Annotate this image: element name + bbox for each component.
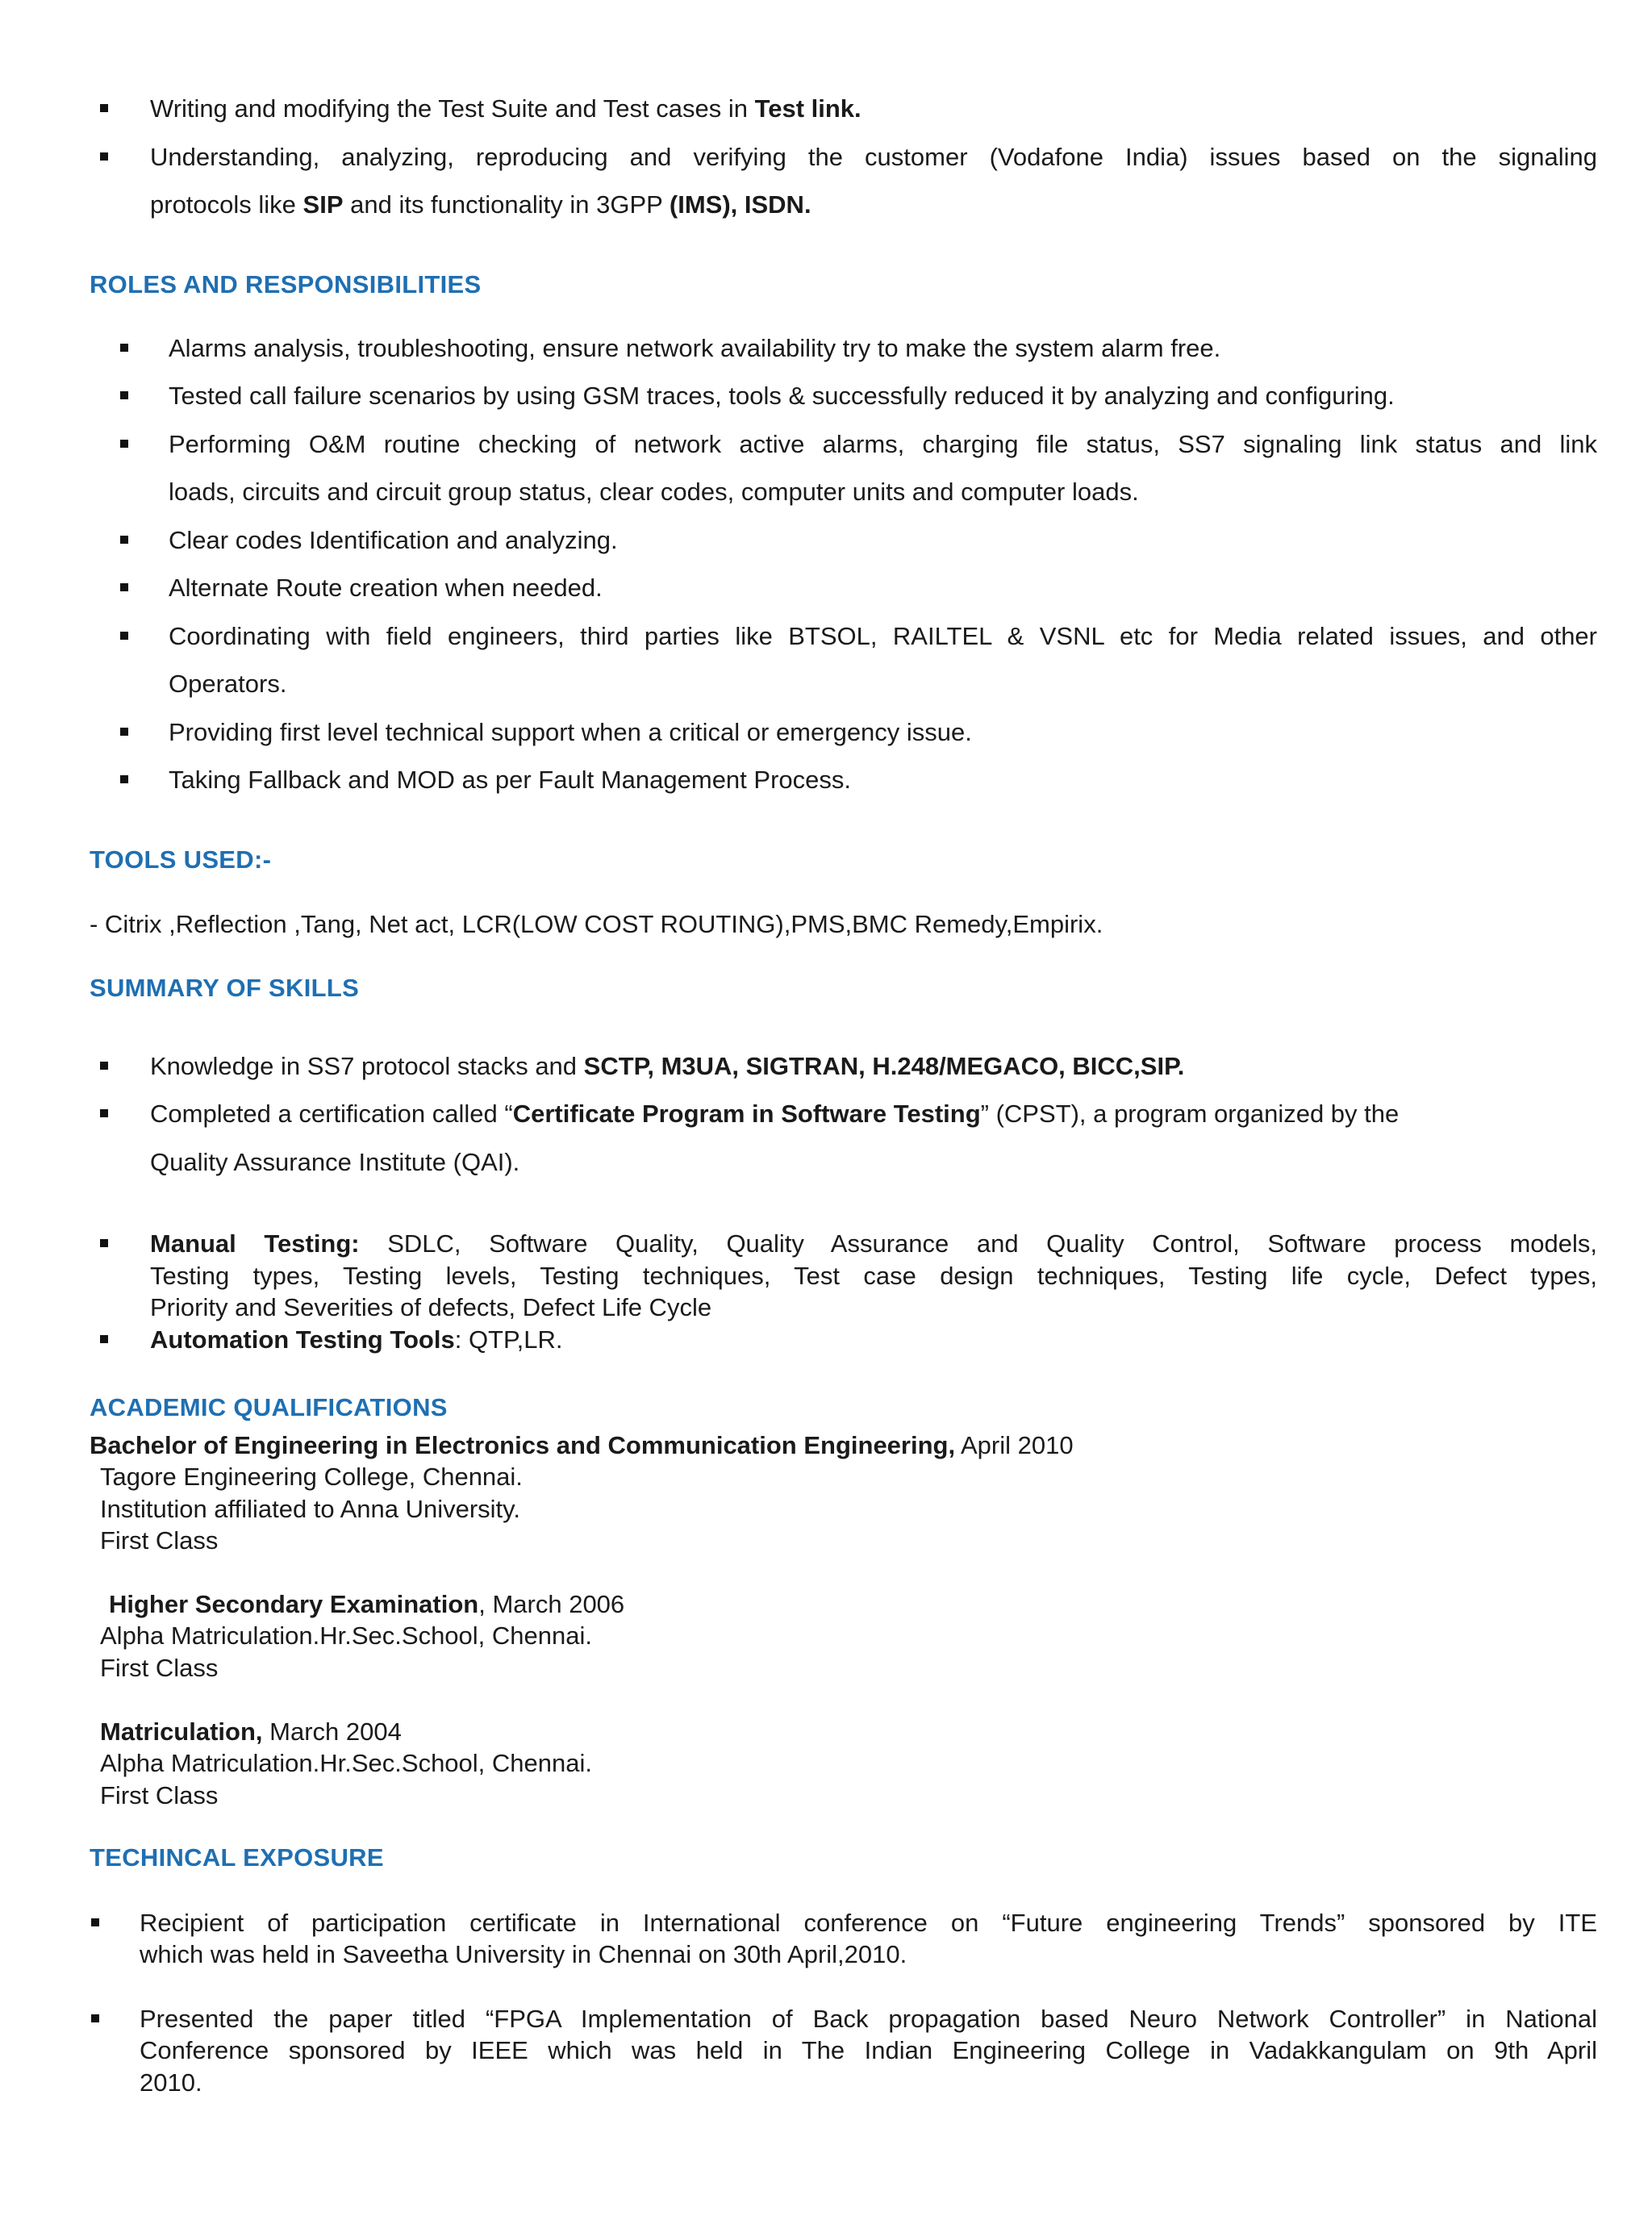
roles-heading: ROLES AND RESPONSIBILITIES xyxy=(90,270,482,298)
bullet-icon xyxy=(120,632,128,640)
bullet-icon xyxy=(120,583,128,591)
bullet-icon xyxy=(100,1335,108,1343)
skills-manual-line3: Priority and Severities of defects, Defect Life Cycle xyxy=(150,1293,712,1321)
technical-heading: TECHINCAL EXPOSURE xyxy=(90,1843,384,1872)
academic-mat-degree: Matriculation, xyxy=(100,1717,263,1746)
academic-mat-line: Alpha Matriculation.Hr.Sec.School, Chennai. xyxy=(100,1749,592,1777)
skills-manual-label: Manual Testing: xyxy=(150,1229,360,1258)
bullet-icon xyxy=(91,2014,99,2022)
bullet-icon xyxy=(120,728,128,736)
skills-automation-text: : QTP,LR. xyxy=(454,1325,563,1354)
intro-bullet-2-ims: (IMS), ISDN. xyxy=(669,190,811,219)
bullet-icon xyxy=(120,344,128,352)
bullet-icon xyxy=(91,1918,99,1926)
skills-manual-line1 xyxy=(150,1228,1597,1260)
tools-text: - Citrix ,Reflection ,Tang, Net act, LCR(LOW COST ROUTING),PMS,BMC Remedy,Empirix. xyxy=(90,910,1103,938)
bullet-icon xyxy=(120,536,128,544)
roles-item: Alarms analysis, troubleshooting, ensure network availability try to make the system alarm free. xyxy=(169,334,1221,362)
academic-mat-line: First Class xyxy=(100,1781,219,1809)
roles-item: Alternate Route creation when needed. xyxy=(169,574,603,602)
roles-item: Clear codes Identification and analyzing. xyxy=(169,526,618,554)
academic-mat xyxy=(100,1716,402,1748)
bullet-icon xyxy=(120,391,128,399)
skills-knowledge xyxy=(150,1050,1184,1083)
skills-cert-bold: Certificate Program in Software Testing xyxy=(512,1100,981,1128)
intro-bullet-2-pre: protocols like xyxy=(150,190,303,219)
academic-be-date: April 2010 xyxy=(955,1431,1074,1459)
bullet-icon xyxy=(120,440,128,448)
roles-item-cont: loads, circuits and circuit group status, clear codes, computer units and computer loads. xyxy=(169,478,1139,506)
skills-automation-label: Automation Testing Tools xyxy=(150,1325,455,1354)
intro-bullet-1-bold: Test link. xyxy=(754,94,861,123)
intro-bullet-2-line2 xyxy=(150,189,811,221)
bullet-icon xyxy=(100,1109,108,1117)
skills-knowledge-text: Knowledge in SS7 protocol stacks and xyxy=(150,1052,584,1080)
academic-be-line: First Class xyxy=(100,1526,219,1555)
technical-item2-line3: 2010. xyxy=(140,2068,202,2097)
intro-bullet-1-text: Writing and modifying the Test Suite and Test cases in xyxy=(150,94,755,123)
tools-heading: TOOLS USED:- xyxy=(90,845,272,874)
skills-cert-line2: Quality Assurance Institute (QAI). xyxy=(150,1148,520,1176)
technical-item1-line1: Recipient of participation certificate in International conference on “Future engineering Trends” sponsored by ITE xyxy=(140,1909,1597,1937)
bullet-icon xyxy=(100,152,108,161)
academic-heading: ACADEMIC QUALIFICATIONS xyxy=(90,1393,448,1421)
roles-item: Performing O&M routine checking of network active alarms, charging file status, SS7 signaling link status and link xyxy=(169,430,1597,458)
roles-item: Coordinating with field engineers, third parties like BTSOL, RAILTEL & VSNL etc for Media related issues, and other xyxy=(169,622,1597,650)
bullet-icon xyxy=(100,104,108,112)
intro-bullet-2-line1: Understanding, analyzing, reproducing and verifying the customer (Vodafone India) issues based on the signaling xyxy=(150,143,1597,171)
academic-hse-line: Alpha Matriculation.Hr.Sec.School, Chennai. xyxy=(100,1621,592,1650)
roles-item: Taking Fallback and MOD as per Fault Management Process. xyxy=(169,766,851,794)
academic-be-line: Institution affiliated to Anna University. xyxy=(100,1495,520,1523)
academic-be xyxy=(90,1429,1074,1462)
skills-cert xyxy=(150,1098,1399,1130)
technical-item1-line2: which was held in Saveetha University in Chennai on 30th April,2010. xyxy=(140,1940,907,1968)
roles-item: Tested call failure scenarios by using GSM traces, tools & successfully reduced it by analyzing and configuring. xyxy=(169,382,1395,410)
academic-hse-degree: Higher Secondary Examination xyxy=(109,1590,479,1618)
skills-cert-post: ” (CPST), a program organized by the xyxy=(980,1100,1400,1128)
bullet-icon xyxy=(100,1062,108,1070)
bullet-icon xyxy=(100,1239,108,1247)
skills-manual-text: SDLC, Software Quality, Quality Assurance and Quality Control, Software process models, xyxy=(359,1229,1597,1258)
roles-item: Providing first level technical support when a critical or emergency issue. xyxy=(169,718,972,746)
roles-item-cont: Operators. xyxy=(169,670,287,698)
skills-automation xyxy=(150,1324,563,1356)
bullet-icon xyxy=(120,775,128,783)
technical-item2-line2: Conference sponsored by IEEE which was held in The Indian Engineering College in Vadakkangulam on 9th April xyxy=(140,2036,1597,2064)
academic-hse xyxy=(109,1588,624,1621)
academic-be-line: Tagore Engineering College, Chennai. xyxy=(100,1463,523,1491)
skills-heading: SUMMARY OF SKILLS xyxy=(90,974,360,1002)
intro-bullet-1 xyxy=(150,93,861,125)
intro-bullet-2-mid: and its functionality in 3GPP xyxy=(343,190,670,219)
technical-item2-line1: Presented the paper titled “FPGA Implementation of Back propagation based Neuro Network Controller” in National xyxy=(140,2005,1597,2033)
academic-hse-date: , March 2006 xyxy=(478,1590,625,1618)
academic-mat-date: March 2004 xyxy=(262,1717,402,1746)
skills-manual-line2: Testing types, Testing levels, Testing techniques, Test case design techniques, Testing life cycle, Defect types, xyxy=(150,1262,1597,1290)
intro-bullet-2-sip: SIP xyxy=(302,190,344,219)
academic-hse-line: First Class xyxy=(100,1654,219,1682)
skills-knowledge-bold: SCTP, M3UA, SIGTRAN, H.248/MEGACO, BICC,SIP. xyxy=(583,1052,1185,1080)
academic-be-degree: Bachelor of Engineering in Electronics and Communication Engineering, xyxy=(90,1431,956,1459)
skills-cert-pre: Completed a certification called “ xyxy=(150,1100,513,1128)
